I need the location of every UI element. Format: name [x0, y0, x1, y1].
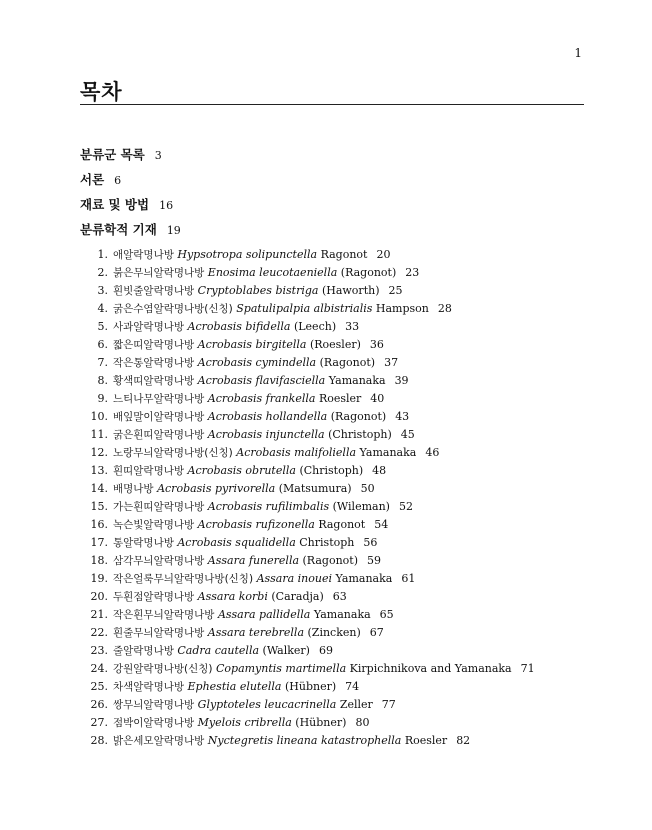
entry-text [113, 480, 375, 498]
entry-text [113, 678, 359, 696]
scientific-name: Acrobasis obrutella [187, 464, 296, 477]
author-name: Roesler [318, 392, 362, 405]
entry-text [113, 552, 381, 570]
toc-entry[interactable] [80, 480, 590, 498]
page-ref: 40 [370, 392, 385, 405]
entry-number: 14. [90, 482, 108, 495]
scientific-name: Myelois cribrella [197, 716, 292, 729]
author-name: (Ragonot) [302, 554, 358, 567]
entry-text [113, 498, 413, 516]
toc-entry[interactable] [80, 588, 590, 606]
toc-entry[interactable] [80, 462, 590, 480]
author-name: Zeller [339, 698, 373, 711]
entry-text [113, 300, 452, 318]
entry-number: 11. [90, 428, 108, 441]
korean-name: 흰줄무늬알락명나방 [113, 627, 205, 639]
toc-section[interactable] [80, 221, 590, 246]
entry-text [113, 390, 384, 408]
page-ref: 54 [374, 518, 389, 531]
page-number: 1 [574, 46, 582, 60]
entry-number: 3. [97, 284, 108, 297]
korean-name: 흰띠알락명나방 [113, 465, 185, 477]
page-ref: 71 [520, 662, 535, 675]
toc-entry[interactable] [80, 246, 590, 264]
korean-name: 배잎말이알락명나방 [113, 411, 205, 423]
scientific-name: Acrobasis hollandella [207, 410, 328, 423]
korean-name: 강원알락명나방(신칭) [113, 663, 213, 675]
scientific-name: Assara korbi [197, 590, 268, 603]
toc-entry[interactable] [80, 282, 590, 300]
author-name: (Ragonot) [330, 410, 387, 423]
toc-entry[interactable] [80, 696, 590, 714]
toc-entry[interactable] [80, 408, 590, 426]
korean-name: 사과알락명나방 [113, 321, 185, 333]
korean-name: 녹슨빛알락명나방 [113, 519, 195, 531]
scientific-name: Enosima leucotaeniella [207, 266, 338, 279]
scientific-name: Assara inouei [256, 572, 333, 585]
toc-section[interactable] [80, 196, 590, 221]
scientific-name: Hypsotropa solipunctella [177, 248, 318, 261]
author-name: (Ragonot) [319, 356, 376, 369]
section-page: 3 [154, 149, 162, 162]
entry-text [113, 246, 390, 264]
toc-entry[interactable] [80, 444, 590, 462]
entry-number: 2. [97, 266, 108, 279]
scientific-name: Acrobasis cymindella [197, 356, 317, 369]
author-name: Kirpichnikova and Yamanaka [349, 662, 512, 675]
entry-text [113, 714, 369, 732]
entry-text [113, 372, 409, 390]
korean-name: 노랑무늬알락명나방(신칭) [113, 447, 233, 459]
author-name: (Christoph) [328, 428, 392, 441]
korean-name: 차색알락명나방 [113, 681, 185, 693]
scientific-name: Acrobasis rufizonella [197, 518, 315, 531]
scientific-name: Acrobasis flavifasciella [197, 374, 326, 387]
author-name: Ragonot [318, 518, 366, 531]
table-of-contents [80, 146, 590, 750]
korean-name: 붉은무늬알락명나방 [113, 267, 205, 279]
toc-entry[interactable] [80, 336, 590, 354]
entry-number: 15. [90, 500, 108, 513]
page-ref: 50 [360, 482, 375, 495]
entry-text [113, 534, 377, 552]
entry-text [113, 570, 415, 588]
toc-section[interactable] [80, 171, 590, 196]
section-page: 16 [159, 199, 174, 212]
scientific-name: Acrobasis malifoliella [236, 446, 357, 459]
entry-number: 20. [90, 590, 108, 603]
page-ref: 39 [394, 374, 409, 387]
author-name: Roesler [404, 734, 448, 747]
author-name: (Hübner) [284, 680, 337, 693]
korean-name: 느티나무알락명나방 [113, 393, 205, 405]
page-ref: 45 [400, 428, 415, 441]
page-ref: 37 [384, 356, 399, 369]
scientific-name: Cryptoblabes bistriga [197, 284, 319, 297]
author-name: (Matsumura) [278, 482, 352, 495]
entry-text [113, 336, 384, 354]
section-label: 재료 및 방법 [80, 197, 150, 212]
entry-number: 16. [90, 518, 108, 531]
entry-text [113, 588, 347, 606]
page-ref: 56 [363, 536, 378, 549]
toc-entry[interactable] [80, 732, 590, 750]
page-ref: 61 [401, 572, 416, 585]
author-name: Christoph [299, 536, 355, 549]
entry-number: 13. [90, 464, 108, 477]
scientific-name: Assara pallidella [217, 608, 311, 621]
toc-entry[interactable] [80, 714, 590, 732]
author-name: Yamanaka [313, 608, 371, 621]
toc-entry[interactable] [80, 390, 590, 408]
page-ref: 36 [369, 338, 384, 351]
korean-name: 가는흰띠알락명나방 [113, 501, 205, 513]
page-ref: 80 [355, 716, 370, 729]
scientific-name: Copamyntis martimella [215, 662, 347, 675]
toc-entry[interactable] [80, 552, 590, 570]
entry-text [113, 264, 419, 282]
page-ref: 33 [345, 320, 360, 333]
scientific-name: Nyctegretis lineana katastrophella [207, 734, 402, 747]
toc-entry[interactable] [80, 354, 590, 372]
entry-number: 22. [90, 626, 108, 639]
page-ref: 43 [395, 410, 410, 423]
scientific-name: Assara terebrella [207, 626, 305, 639]
korean-name: 굵은수염알락명나방(신칭) [113, 303, 233, 315]
species-list [80, 246, 590, 750]
page-ref: 48 [372, 464, 387, 477]
scientific-name: Ephestia elutella [187, 680, 282, 693]
page-ref: 25 [388, 284, 403, 297]
section-page: 6 [114, 174, 122, 187]
entry-text [113, 408, 409, 426]
toc-entry[interactable] [80, 372, 590, 390]
korean-name: 삼각무늬알락명나방 [113, 555, 205, 567]
entry-text [113, 426, 415, 444]
korean-name: 황색띠알락명나방 [113, 375, 195, 387]
author-name: (Roesler) [309, 338, 361, 351]
page-ref: 52 [398, 500, 413, 513]
entry-text [113, 318, 359, 336]
entry-number: 8. [97, 374, 108, 387]
korean-name: 배명나방 [113, 483, 154, 495]
toc-entry[interactable] [80, 498, 590, 516]
scientific-name: Acrobasis birgitella [197, 338, 307, 351]
author-name: Hampson [375, 302, 429, 315]
page-ref: 65 [379, 608, 394, 621]
entry-number: 27. [90, 716, 108, 729]
toc-entry[interactable] [80, 264, 590, 282]
toc-entry[interactable] [80, 606, 590, 624]
korean-name: 굵은흰띠알락명나방 [113, 429, 205, 441]
entry-text [113, 642, 333, 660]
korean-name: 작은흰무늬알락명나방 [113, 609, 215, 621]
author-name: (Ragonot) [340, 266, 397, 279]
title-rule [80, 104, 584, 105]
author-name: (Wileman) [332, 500, 390, 513]
entry-text [113, 696, 396, 714]
page-ref: 77 [381, 698, 396, 711]
toc-section[interactable] [80, 146, 590, 171]
author-name: (Haworth) [321, 284, 380, 297]
author-name: (Leech) [293, 320, 337, 333]
entry-text [113, 354, 398, 372]
korean-name: 쌍무늬알락명나방 [113, 699, 195, 711]
toc-entry[interactable] [80, 426, 590, 444]
section-page: 19 [166, 224, 181, 237]
author-name: (Walker) [262, 644, 310, 657]
entry-number: 12. [90, 446, 108, 459]
entry-text [113, 444, 439, 462]
toc-entry[interactable] [80, 642, 590, 660]
entry-text [113, 462, 386, 480]
page-ref: 67 [369, 626, 384, 639]
korean-name: 줄알락명나방 [113, 645, 174, 657]
author-name: Ragonot [320, 248, 368, 261]
entry-number: 28. [90, 734, 108, 747]
page-ref: 59 [366, 554, 381, 567]
korean-name: 흰빗줄알락명나방 [113, 285, 195, 297]
toc-entry[interactable] [80, 534, 590, 552]
toc-entry[interactable] [80, 678, 590, 696]
author-name: (Christoph) [299, 464, 364, 477]
scientific-name: Acrobasis injunctella [207, 428, 325, 441]
entry-number: 19. [90, 572, 108, 585]
author-name: Yamanaka [335, 572, 393, 585]
entry-number: 6. [97, 338, 108, 351]
author-name: Yamanaka [328, 374, 386, 387]
entry-text [113, 732, 470, 750]
page-ref: 20 [376, 248, 391, 261]
scientific-name: Acrobasis rufilimbalis [207, 500, 330, 513]
toc-entry[interactable] [80, 660, 590, 678]
author-name: (Hübner) [295, 716, 347, 729]
entry-number: 7. [97, 356, 108, 369]
korean-name: 통알락명나방 [113, 537, 174, 549]
korean-name: 두흰점알락명나방 [113, 591, 195, 603]
entry-number: 5. [97, 320, 108, 333]
korean-name: 애알락명나방 [113, 249, 174, 261]
entry-number: 21. [90, 608, 108, 621]
page-ref: 23 [405, 266, 420, 279]
scientific-name: Spatulipalpia albistrialis [236, 302, 373, 315]
section-label: 분류학적 기재 [80, 222, 157, 237]
entry-number: 17. [90, 536, 108, 549]
korean-name: 짧은띠알락명나방 [113, 339, 195, 351]
author-name: (Caradja) [271, 590, 324, 603]
page-title: 목차 [80, 80, 123, 104]
entry-number: 9. [97, 392, 108, 405]
page-ref: 74 [345, 680, 360, 693]
section-label: 서론 [80, 172, 105, 187]
korean-name: 밝은세모알락명나방 [113, 735, 205, 747]
entry-number: 26. [90, 698, 108, 711]
entry-number: 23. [90, 644, 108, 657]
entry-number: 4. [97, 302, 108, 315]
page-ref: 28 [437, 302, 452, 315]
entry-text [113, 282, 403, 300]
page-ref: 82 [456, 734, 471, 747]
scientific-name: Acrobasis bifidella [187, 320, 291, 333]
page-ref: 63 [332, 590, 347, 603]
entry-text [113, 660, 535, 678]
section-label: 분류군 목록 [80, 147, 145, 162]
toc-entry[interactable] [80, 570, 590, 588]
korean-name: 점박이알락명나방 [113, 717, 195, 729]
scientific-name: Acrobasis squalidella [177, 536, 296, 549]
scientific-name: Glyptoteles leucacrinella [197, 698, 337, 711]
scientific-name: Assara funerella [207, 554, 300, 567]
toc-entry[interactable] [80, 624, 590, 642]
korean-name: 작은통알락명나방 [113, 357, 195, 369]
author-name: Yamanaka [359, 446, 417, 459]
entry-number: 18. [90, 554, 108, 567]
entry-number: 25. [90, 680, 108, 693]
korean-name: 작은얼룩무늬알락명나방(신칭) [113, 573, 254, 585]
toc-entry[interactable] [80, 318, 590, 336]
scientific-name: Cadra cautella [177, 644, 260, 657]
author-name: (Zincken) [307, 626, 361, 639]
page-ref: 69 [318, 644, 333, 657]
entry-text [113, 516, 388, 534]
toc-entry[interactable] [80, 516, 590, 534]
scientific-name: Acrobasis frankella [207, 392, 316, 405]
toc-entry[interactable] [80, 300, 590, 318]
scientific-name: Acrobasis pyrivorella [157, 482, 276, 495]
entry-number: 10. [90, 410, 108, 423]
entry-number: 1. [97, 248, 108, 261]
entry-number: 24. [90, 662, 108, 675]
page-ref: 46 [425, 446, 440, 459]
entry-text [113, 624, 384, 642]
entry-text [113, 606, 394, 624]
